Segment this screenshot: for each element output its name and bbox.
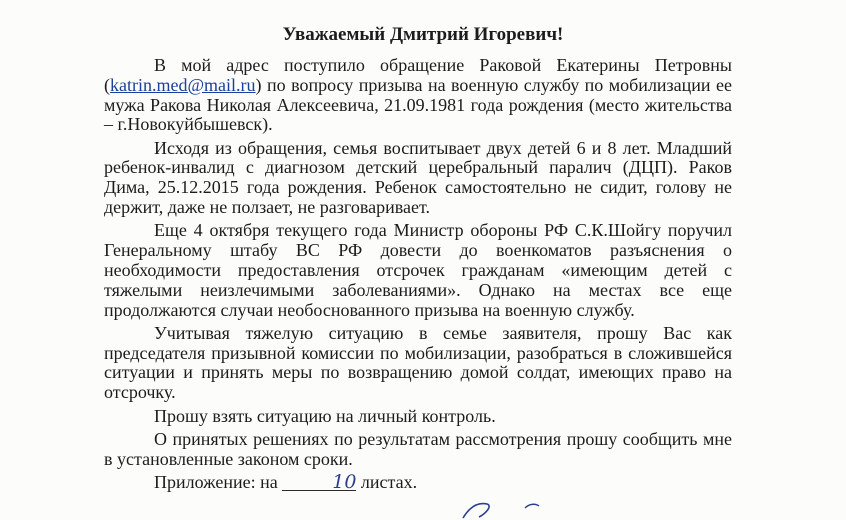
paragraph-family: Исходя из обращения, семья воспитывает двух детей 6 и 8 лет. Младший ребенок-инвалид с диагнозом детский церебральный паралич (ДЦП). Раков Дима, 25.12.2015 года рождения. Ребенок самостоятельно не сидит, голову не держит, даже не ползает, не разговаривает.	[104, 137, 732, 218]
paragraph-ministry: Еще 4 октября текущего года Министр обороны РФ С.К.Шойгу поручил Генеральному штабу ВС РФ довести до военкоматов разъяснения о необходимости предоставления отсрочек гражданам «имеющим детей с тяжелыми неизлечимыми заболеваниями». Однако на местах все еще продолжаются случаи необоснованного призыва на военную службу.	[104, 220, 732, 320]
paragraph-control: Прошу взять ситуацию на личный контроль.	[154, 405, 496, 426]
paragraph-appeal	[104, 56, 732, 135]
appeal-text-end: ) по вопросу призыва на военную службу по мобилизации ее мужа Ракова Николая Алексеевича, 21.09.1981 года рождения (место жительства – г.Новокуйбышевск).	[104, 74, 732, 135]
signature-mark	[455, 498, 565, 520]
paragraph-attachment	[104, 470, 732, 493]
attachment-label: Приложение: на	[154, 471, 283, 492]
paragraph-response: О принятых решениях по результатам рассмотрения прошу сообщить мне в установленные законом сроки.	[104, 428, 732, 469]
letter-body	[104, 56, 732, 496]
letter-greeting: Уважаемый Дмитрий Игоревич!	[282, 24, 564, 45]
attachment-unit: листах.	[356, 471, 418, 492]
email-link[interactable]: katrin.med@mail.ru	[110, 74, 256, 95]
paragraph-request: Учитывая тяжелую ситуацию в семье заявителя, прошу Вас как председателя призывной комиссии по мобилизации, разобраться в сложившейся ситуации и принять меры по возвращению домой солдат, имеющих право на отсрочку.	[104, 322, 732, 403]
attachment-count: 10	[282, 474, 356, 491]
appeal-text-start: В мой адрес поступило обращение Раковой Екатерины Петровны (	[104, 55, 732, 95]
